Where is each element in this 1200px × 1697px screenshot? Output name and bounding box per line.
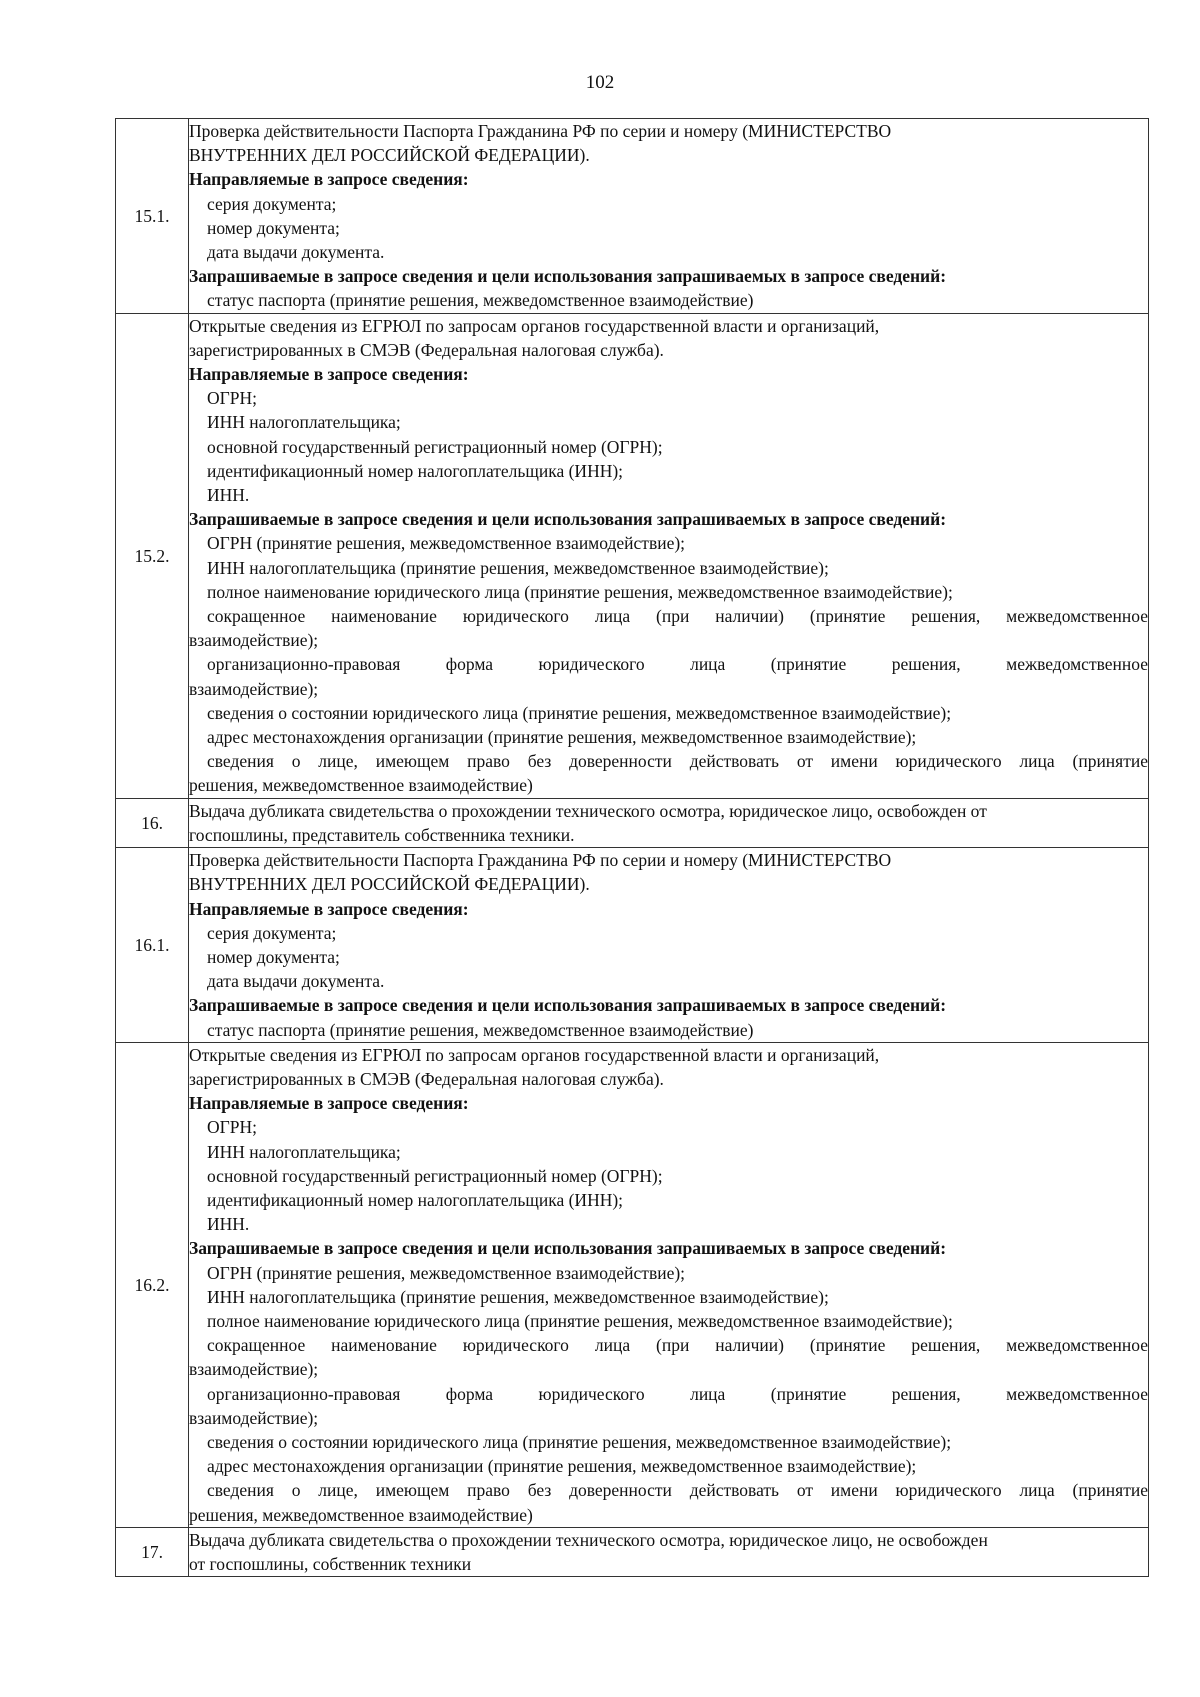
text-line: организационно-правовая форма юридического лица (принятие решения, межведомственное [207, 654, 1148, 675]
text-line: зарегистрированных в СМЭВ (Федеральная налоговая служба). [189, 339, 664, 360]
text-line: взаимодействие); [189, 1359, 319, 1380]
row-content [189, 313, 1149, 798]
text-line: зарегистрированных в СМЭВ (Федеральная налоговая служба). [189, 1068, 664, 1089]
text-line: ИНН налогоплательщика; [207, 412, 401, 433]
page-number: 102 [585, 72, 615, 93]
text-line: основной государственный регистрационный номер (ОГРН); [207, 436, 663, 457]
row-number: 16. [116, 798, 189, 847]
text-line: ВНУТРЕННИХ ДЕЛ РОССИЙСКОЙ ФЕДЕРАЦИИ). [189, 145, 590, 166]
table-row [116, 119, 1149, 314]
row-content [189, 798, 1149, 847]
text-line: сведения о состоянии юридического лица (принятие решения, межведомственное взаимодействие); [207, 1431, 952, 1452]
text-line: адрес местонахождения организации (принятие решения, межведомственное взаимодействие); [207, 1456, 917, 1477]
text-line: Проверка действительности Паспорта Гражданина РФ по серии и номеру (МИНИСТЕРСТВО [189, 850, 892, 871]
text-line: ОГРН (принятие решения, межведомственное взаимодействие); [207, 1262, 686, 1283]
section-heading: Направляемые в запросе сведения: [189, 364, 469, 385]
text-line: Выдача дубликата свидетельства о прохождении технического осмотра, юридическое лицо, освобожден от [189, 800, 987, 821]
text-line: Открытые сведения из ЕГРЮЛ по запросам органов государственной власти и организаций, [189, 1044, 880, 1065]
text-line: организационно-правовая форма юридического лица (принятие решения, межведомственное [207, 1383, 1148, 1404]
section-heading: Запрашиваемые в запросе сведения и цели использования запрашиваемых в запросе сведений: [189, 995, 947, 1016]
text-line: ВНУТРЕННИХ ДЕЛ РОССИЙСКОЙ ФЕДЕРАЦИИ). [189, 874, 590, 895]
section-heading: Направляемые в запросе сведения: [189, 898, 469, 919]
text-line: идентификационный номер налогоплательщика (ИНН); [207, 460, 624, 481]
section-heading: Направляемые в запросе сведения: [189, 1093, 469, 1114]
row-number: 15.1. [116, 119, 189, 314]
table-row [116, 1042, 1149, 1527]
text-line: сведения о состоянии юридического лица (принятие решения, межведомственное взаимодействие); [207, 702, 952, 723]
text-line: статус паспорта (принятие решения, межведомственное взаимодействие) [207, 290, 754, 311]
text-line: серия документа; [207, 922, 337, 943]
text-line: номер документа; [207, 217, 340, 238]
text-line: Открытые сведения из ЕГРЮЛ по запросам органов государственной власти и организаций, [189, 315, 880, 336]
text-line: адрес местонахождения организации (принятие решения, межведомственное взаимодействие); [207, 727, 917, 748]
text-line: госпошлины, представитель собственника техники. [189, 824, 575, 845]
table-row [116, 848, 1149, 1043]
text-line: основной государственный регистрационный номер (ОГРН); [207, 1165, 663, 1186]
row-number: 15.2. [116, 313, 189, 798]
text-line: взаимодействие); [189, 630, 319, 651]
services-table [115, 118, 1149, 1577]
row-content [189, 848, 1149, 1043]
text-line: полное наименование юридического лица (принятие решения, межведомственное взаимодействие); [207, 581, 953, 602]
text-line: ИНН налогоплательщика; [207, 1141, 401, 1162]
text-line: сокращенное наименование юридического лица (при наличии) (принятие решения, межведомственное [207, 606, 1148, 627]
text-line: Выдача дубликата свидетельства о прохождении технического осмотра, юридическое лицо, не освобожден [189, 1529, 988, 1550]
row-number: 16.1. [116, 848, 189, 1043]
services-table-body [116, 119, 1149, 1577]
text-line: серия документа; [207, 193, 337, 214]
text-line: идентификационный номер налогоплательщика (ИНН); [207, 1189, 624, 1210]
text-line: ОГРН; [207, 1117, 257, 1138]
text-line: решения, межведомственное взаимодействие) [189, 775, 533, 796]
text-line: ОГРН; [207, 388, 257, 409]
table-row [116, 313, 1149, 798]
row-content [189, 1527, 1149, 1576]
text-line: Проверка действительности Паспорта Гражданина РФ по серии и номеру (МИНИСТЕРСТВО [189, 121, 892, 141]
text-line: сведения о лице, имеющем право без доверенности действовать от имени юридического лица (принятие [207, 751, 1148, 772]
text-line: ИНН. [207, 485, 250, 506]
text-line: ИНН. [207, 1214, 250, 1235]
text-line: решения, межведомственное взаимодействие) [189, 1504, 533, 1525]
row-content [189, 1042, 1149, 1527]
text-line: сведения о лице, имеющем право без доверенности действовать от имени юридического лица (принятие [207, 1480, 1148, 1501]
section-heading: Запрашиваемые в запросе сведения и цели использования запрашиваемых в запросе сведений: [189, 1238, 947, 1259]
text-line: дата выдачи документа. [207, 971, 385, 992]
table-row [116, 1527, 1149, 1576]
section-heading: Запрашиваемые в запросе сведения и цели использования запрашиваемых в запросе сведений: [189, 266, 947, 287]
row-number: 17. [116, 1527, 189, 1576]
text-line: дата выдачи документа. [207, 242, 385, 263]
text-line: сокращенное наименование юридического лица (при наличии) (принятие решения, межведомственное [207, 1335, 1148, 1356]
text-line: номер документа; [207, 946, 340, 967]
text-line: ИНН налогоплательщика (принятие решения, межведомственное взаимодействие); [207, 557, 829, 578]
row-content [189, 119, 1149, 314]
row-number: 16.2. [116, 1042, 189, 1527]
table-row [116, 798, 1149, 847]
text-line: статус паспорта (принятие решения, межведомственное взаимодействие) [207, 1019, 754, 1040]
text-line: ИНН налогоплательщика (принятие решения, межведомственное взаимодействие); [207, 1286, 829, 1307]
text-line: взаимодействие); [189, 1407, 319, 1428]
text-line: полное наименование юридического лица (принятие решения, межведомственное взаимодействие); [207, 1310, 953, 1331]
section-heading: Направляемые в запросе сведения: [189, 169, 469, 190]
text-line: ОГРН (принятие решения, межведомственное взаимодействие); [207, 533, 686, 554]
section-heading: Запрашиваемые в запросе сведения и цели использования запрашиваемых в запросе сведений: [189, 509, 947, 530]
text-line: от госпошлины, собственник техники [189, 1553, 472, 1574]
text-line: взаимодействие); [189, 678, 319, 699]
